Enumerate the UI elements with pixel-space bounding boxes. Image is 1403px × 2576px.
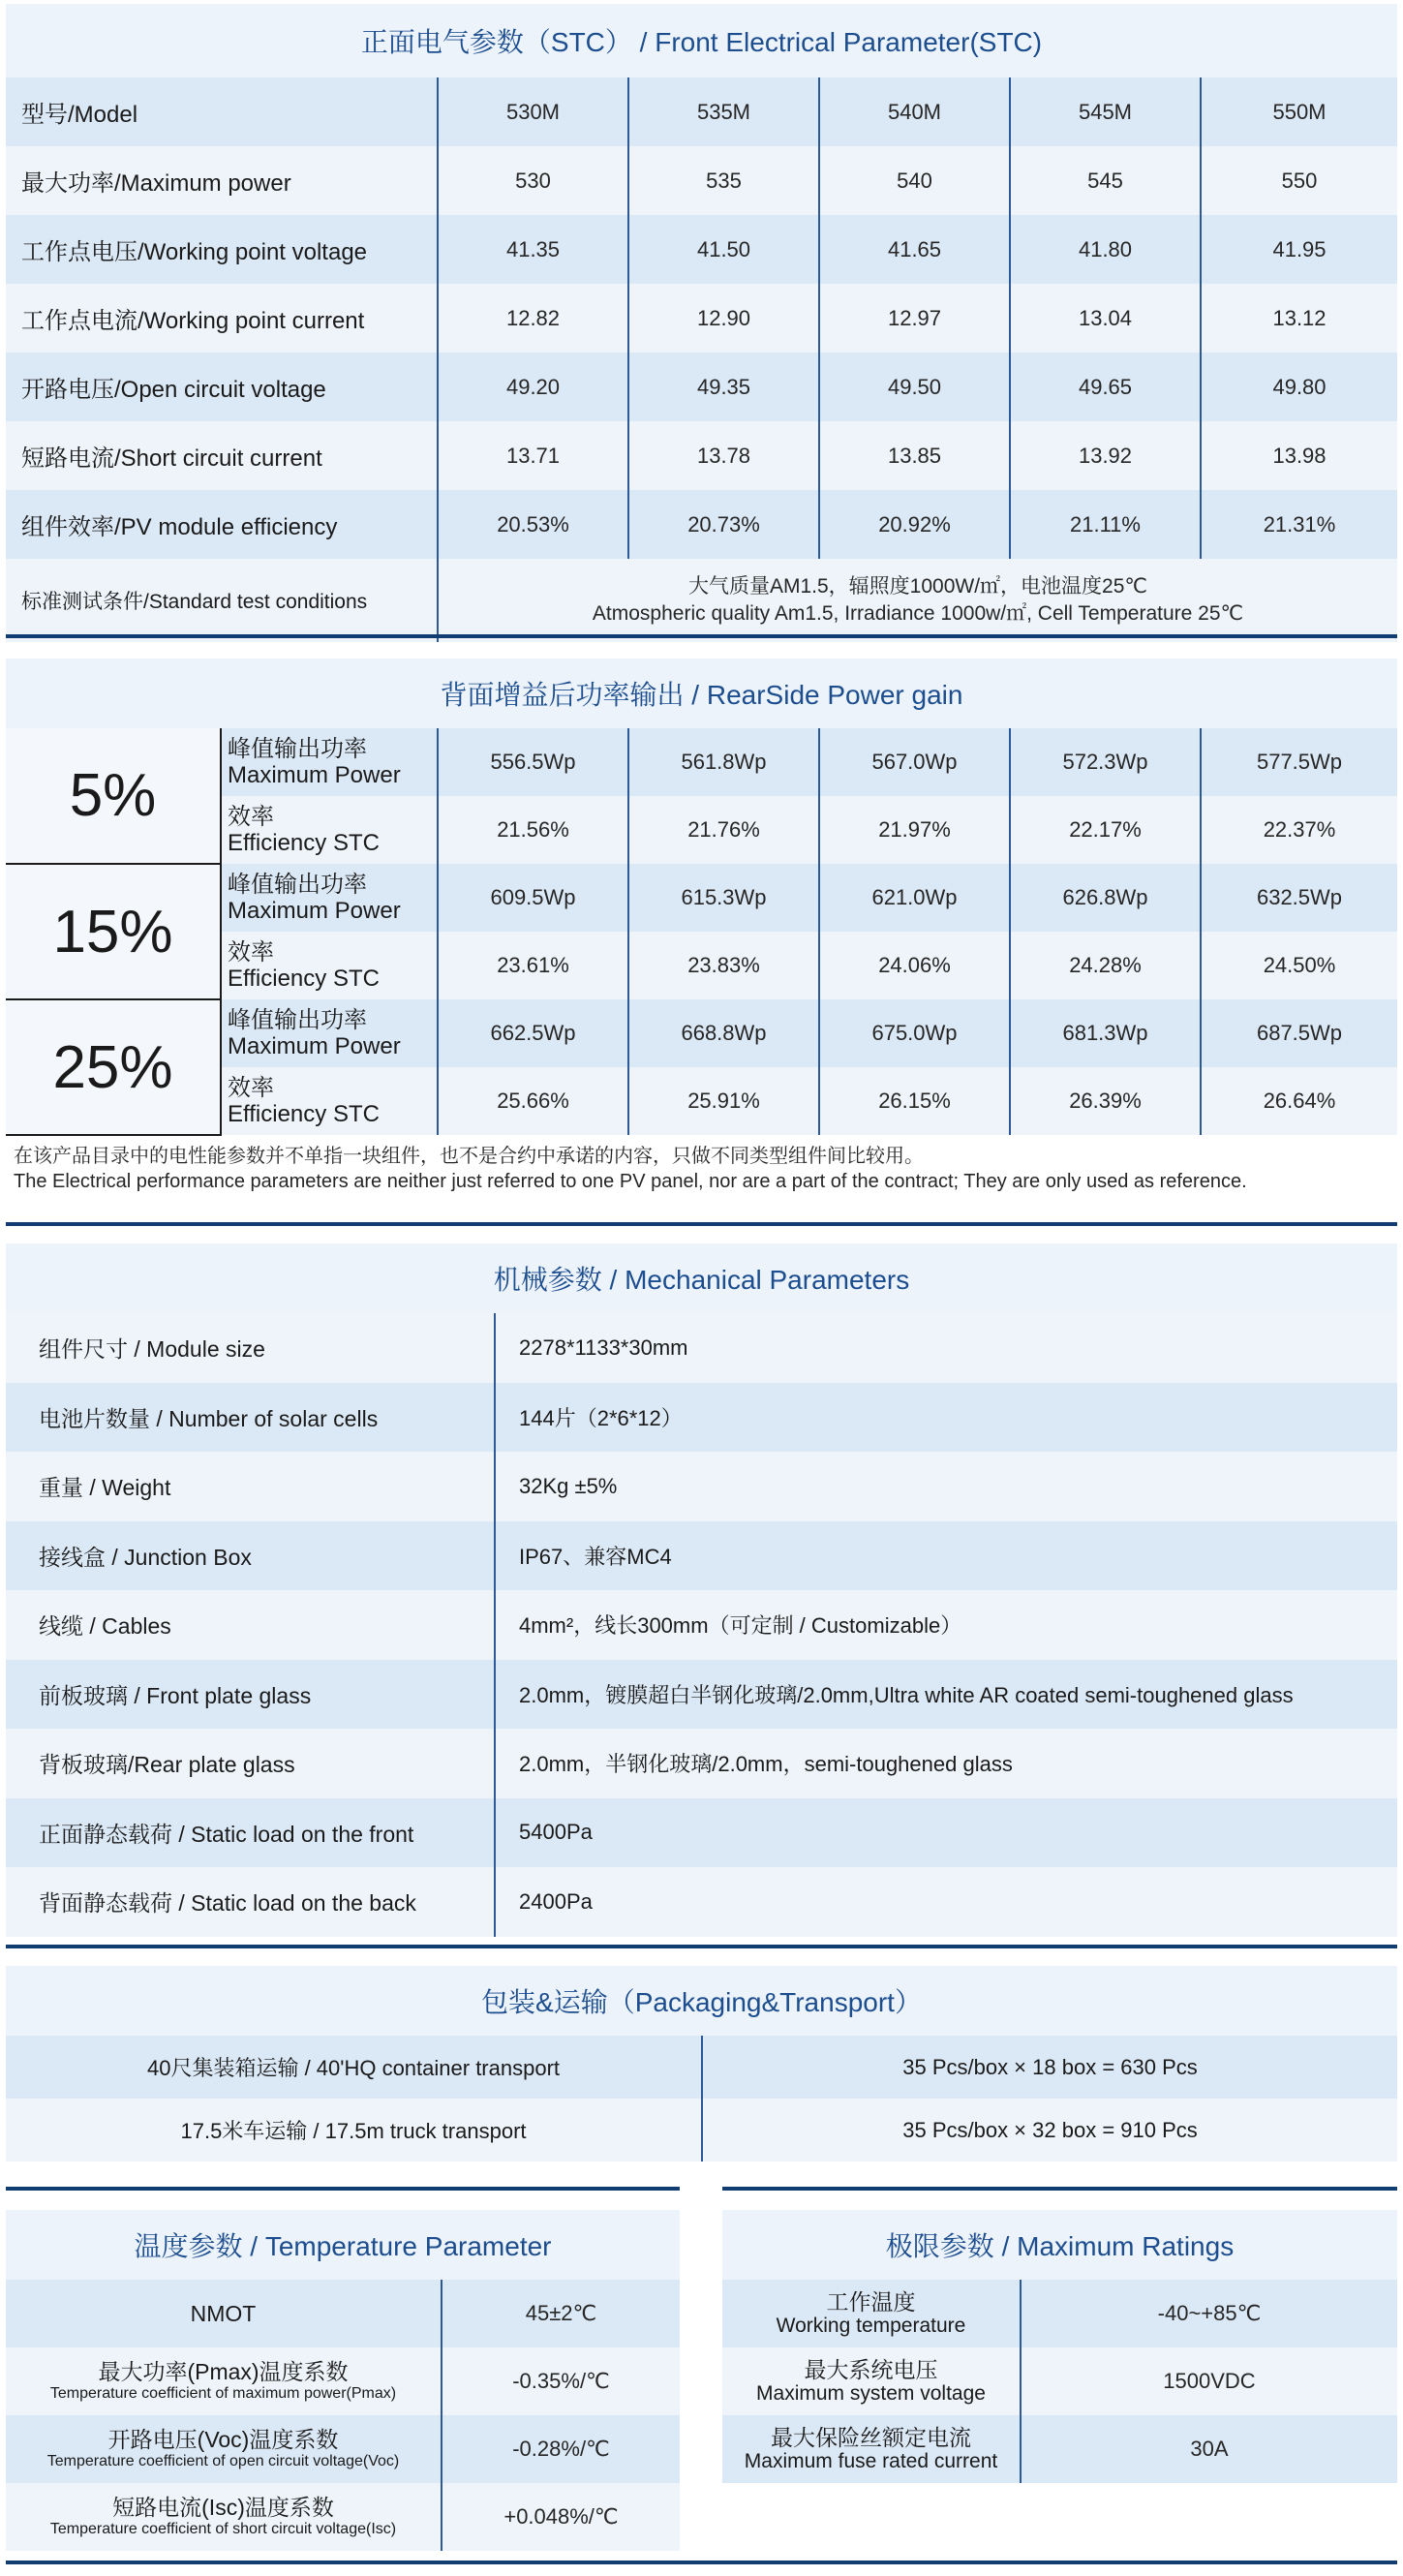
table-cell: 567.0Wp [819, 728, 1010, 796]
table-cell: 49.65 [1010, 353, 1201, 421]
row-label: 组件效率/PV module efficiency [21, 514, 338, 540]
table-cell: 12.82 [438, 284, 628, 353]
table-cell: 26.39% [1010, 1067, 1201, 1135]
packaging-section [6, 1966, 1397, 2162]
table-cell: 12.90 [628, 284, 819, 353]
ratings-section [722, 2210, 1397, 2483]
table-cell: 13.92 [1010, 421, 1201, 490]
table-cell: 22.17% [1010, 796, 1201, 864]
table-cell: 535 [628, 146, 819, 215]
table-row [6, 284, 1397, 353]
power-label [221, 728, 438, 796]
row-label [6, 2347, 442, 2415]
table-cell: 41.50 [628, 215, 819, 284]
table-cell: 41.95 [1201, 215, 1397, 284]
table-cell: 545 [1010, 146, 1201, 215]
row-label: 正面静态载荷 / Static load on the front [39, 1821, 414, 1847]
table-cell: 662.5Wp [438, 999, 628, 1067]
front-electrical-title: 正面电气参数（STC） / Front Electrical Parameter(STC) [6, 4, 1397, 77]
table-row [6, 1452, 1397, 1521]
table-cell: 535M [628, 77, 819, 146]
row-label: 背面静态载荷 / Static load on the back [39, 1890, 416, 1917]
row-label-en: Maximum fuse rated current [744, 2450, 998, 2472]
bottom-rule [6, 2561, 1397, 2564]
row-label: 最大功率/Maximum power [21, 170, 291, 197]
row-label: 短路电流/Short circuit current [21, 445, 322, 472]
efficiency-label-cn: 效率 [228, 804, 274, 830]
table-cell: 621.0Wp [819, 864, 1010, 932]
efficiency-label-en: Efficiency STC [228, 966, 380, 992]
table-cell: 41.65 [819, 215, 1010, 284]
row-value: -0.28%/℃ [442, 2415, 680, 2483]
table-cell: 675.0Wp [819, 999, 1010, 1067]
table-cell: 668.8Wp [628, 999, 819, 1067]
mechanical-section [6, 1243, 1397, 1937]
row-value: 35 Pcs/box × 32 box = 910 Pcs [702, 2099, 1397, 2162]
row-label-cn: 最大功率(Pmax)温度系数 [98, 2359, 349, 2384]
gain-percentage: 5% [6, 728, 221, 864]
table-cell: 49.35 [628, 353, 819, 421]
row-label: 线缆 / Cables [39, 1613, 171, 1640]
disclaimer-en: The Electrical performance parameters are neither just referred to one PV panel, nor are a part of the contract; They are only used as reference. [14, 1171, 1247, 1192]
table-cell: 12.97 [819, 284, 1010, 353]
table-cell: 21.76% [628, 796, 819, 864]
table-cell: 20.92% [819, 490, 1010, 559]
table-cell: 13.12 [1201, 284, 1397, 353]
table-cell: 20.53% [438, 490, 628, 559]
rear-gain-title: 背面增益后功率输出 / RearSide Power gain [6, 659, 1397, 728]
table-cell: 572.3Wp [1010, 728, 1201, 796]
temperature-top-rule [6, 2187, 680, 2191]
efficiency-label [221, 1067, 438, 1135]
efficiency-label-cn: 效率 [228, 1075, 274, 1101]
disclaimer-note [6, 1136, 1397, 1202]
table-cell: 540 [819, 146, 1010, 215]
row-value: -40~+85℃ [1021, 2280, 1397, 2347]
section-divider [6, 634, 1397, 638]
row-label: 电池片数量 / Number of solar cells [39, 1405, 379, 1431]
row-label-cn: 开路电压(Voc)温度系数 [107, 2427, 339, 2452]
table-cell: 41.35 [438, 215, 628, 284]
power-row [6, 864, 1397, 932]
rear-gain-table [6, 728, 1397, 1136]
row-value: 2400Pa [495, 1867, 1397, 1937]
efficiency-label [221, 796, 438, 864]
row-label [722, 2280, 1021, 2347]
table-row [6, 215, 1397, 284]
table-cell: 23.61% [438, 932, 628, 999]
row-label [6, 2280, 442, 2347]
table-cell: 21.31% [1201, 490, 1397, 559]
table-cell: 21.11% [1010, 490, 1201, 559]
table-row [6, 2415, 680, 2483]
table-cell: 530M [438, 77, 628, 146]
table-cell: 13.78 [628, 421, 819, 490]
table-cell: 25.91% [628, 1067, 819, 1135]
table-row [6, 1867, 1397, 1937]
row-label-cn: 工作温度 [826, 2289, 916, 2315]
table-row [6, 2036, 1397, 2099]
table-row [6, 1798, 1397, 1868]
packaging-title: 包装&运输（Packaging&Transport） [6, 1966, 1397, 2036]
mechanical-table [6, 1313, 1397, 1937]
power-label-cn: 峰值输出功率 [228, 736, 367, 762]
efficiency-label-en: Efficiency STC [228, 830, 380, 856]
disclaimer-cn: 在该产品目录中的电性能参数并不单指一块组件，也不是合约中承诺的内容，只做不同类型组件间比较用。 [14, 1146, 924, 1167]
row-label: 40尺集装箱运输 / 40'HQ container transport [146, 2056, 561, 2080]
row-label [722, 2415, 1021, 2483]
row-value: 4mm²，线长300mm（可定制 / Customizable） [495, 1590, 1397, 1660]
stc-conditions [438, 559, 1397, 642]
table-cell: 545M [1010, 77, 1201, 146]
table-row [6, 2483, 680, 2551]
power-label-cn: 峰值输出功率 [228, 1007, 367, 1033]
row-label-en: Temperature coefficient of short circuit voltage(Isc) [49, 2521, 397, 2537]
table-cell: 13.71 [438, 421, 628, 490]
row-label-cn: 短路电流(Isc)温度系数 [112, 2495, 334, 2520]
table-row [6, 490, 1397, 559]
power-label [221, 864, 438, 932]
front-electrical-section [6, 4, 1397, 642]
table-row [6, 1729, 1397, 1798]
row-label: 型号/Model [21, 102, 138, 128]
gain-percentage: 25% [6, 999, 221, 1135]
table-cell: 24.28% [1010, 932, 1201, 999]
table-cell: 550M [1201, 77, 1397, 146]
row-label: 重量 / Weight [39, 1475, 171, 1501]
table-cell: 49.50 [819, 353, 1010, 421]
row-value: 144片（2*6*12） [495, 1383, 1397, 1453]
row-value: IP67、兼容MC4 [495, 1521, 1397, 1591]
table-cell: 24.50% [1201, 932, 1397, 999]
table-cell: 609.5Wp [438, 864, 628, 932]
temperature-title: 温度参数 / Temperature Parameter [6, 2210, 680, 2280]
table-row [6, 1383, 1397, 1453]
table-cell: 13.04 [1010, 284, 1201, 353]
table-cell: 21.97% [819, 796, 1010, 864]
table-row [6, 146, 1397, 215]
ratings-table [722, 2280, 1397, 2483]
table-cell: 21.56% [438, 796, 628, 864]
power-label [221, 999, 438, 1067]
table-row [6, 1660, 1397, 1730]
row-label-en: Working temperature [776, 2315, 966, 2337]
table-cell: 13.85 [819, 421, 1010, 490]
stc-row [6, 559, 1397, 642]
packaging-table [6, 2036, 1397, 2162]
table-cell: 49.20 [438, 353, 628, 421]
temperature-table [6, 2280, 680, 2551]
stc-label: 标准测试条件/Standard test conditions [21, 591, 368, 613]
power-label-en: Maximum Power [228, 762, 401, 788]
table-cell: 13.98 [1201, 421, 1397, 490]
table-row [722, 2280, 1397, 2347]
table-cell: 681.3Wp [1010, 999, 1201, 1067]
ratings-top-rule [722, 2187, 1397, 2191]
table-cell: 41.80 [1010, 215, 1201, 284]
table-row [722, 2415, 1397, 2483]
row-label [6, 2483, 442, 2551]
row-label-cn: 最大系统电压 [804, 2357, 938, 2382]
stc-conditions-en: Atmospheric quality Am1.5, Irradiance 1000w/㎡, Cell Temperature 25℃ [592, 602, 1244, 625]
power-label-en: Maximum Power [228, 1033, 401, 1059]
row-label-en: Maximum system voltage [756, 2382, 986, 2405]
row-label-en: Temperature coefficient of open circuit voltage(Voc) [46, 2453, 400, 2469]
table-cell: 626.8Wp [1010, 864, 1201, 932]
table-cell: 49.80 [1201, 353, 1397, 421]
power-row [6, 999, 1397, 1067]
row-label: 17.5米车运输 / 17.5m truck transport [180, 2119, 527, 2143]
power-label-cn: 峰值输出功率 [228, 872, 367, 898]
row-value: 35 Pcs/box × 18 box = 630 Pcs [702, 2036, 1397, 2099]
table-cell: 530 [438, 146, 628, 215]
table-row [722, 2347, 1397, 2415]
table-row [6, 1590, 1397, 1660]
power-label-en: Maximum Power [228, 898, 401, 924]
table-row [6, 2280, 680, 2347]
table-cell: 23.83% [628, 932, 819, 999]
table-row [6, 1313, 1397, 1383]
efficiency-label-cn: 效率 [228, 939, 274, 966]
table-cell: 22.37% [1201, 796, 1397, 864]
row-label [722, 2347, 1021, 2415]
table-cell: 632.5Wp [1201, 864, 1397, 932]
section-divider [6, 1222, 1397, 1226]
table-cell: 577.5Wp [1201, 728, 1397, 796]
row-label [6, 2415, 442, 2483]
rear-gain-section [6, 659, 1397, 1202]
row-value: -0.35%/℃ [442, 2347, 680, 2415]
temperature-section [6, 2210, 680, 2551]
row-label: 组件尺寸 / Module size [39, 1336, 265, 1363]
table-cell: 615.3Wp [628, 864, 819, 932]
row-label: 前板玻璃 / Front plate glass [39, 1682, 312, 1708]
row-label: 背板玻璃/Rear plate glass [39, 1752, 295, 1778]
efficiency-label-en: Efficiency STC [228, 1101, 380, 1127]
table-cell: 550 [1201, 146, 1397, 215]
table-cell: 24.06% [819, 932, 1010, 999]
row-label-cn: 最大保险丝额定电流 [771, 2425, 971, 2450]
row-value: 45±2℃ [442, 2280, 680, 2347]
row-label: 工作点电流/Working point current [21, 308, 365, 334]
row-label: 接线盒 / Junction Box [39, 1544, 252, 1570]
row-label-cn: NMOT [190, 2301, 257, 2326]
row-value: 32Kg ±5% [495, 1452, 1397, 1521]
row-label: 开路电压/Open circuit voltage [21, 377, 326, 403]
ratings-title: 极限参数 / Maximum Ratings [722, 2210, 1397, 2280]
efficiency-label [221, 932, 438, 999]
table-row [6, 2347, 680, 2415]
table-row [6, 77, 1397, 146]
table-cell: 25.66% [438, 1067, 628, 1135]
section-divider [6, 1945, 1397, 1948]
row-value: 2.0mm，镀膜超白半钢化玻璃/2.0mm,Ultra white AR coated semi-toughened glass [495, 1660, 1397, 1730]
row-value: 2278*1133*30mm [495, 1313, 1397, 1383]
power-row [6, 728, 1397, 796]
stc-conditions-cn: 大气质量AM1.5，辐照度1000W/㎡，电池温度25℃ [687, 575, 1147, 598]
row-value: 2.0mm，半钢化玻璃/2.0mm，semi-toughened glass [495, 1729, 1397, 1798]
row-value: 30A [1021, 2415, 1397, 2483]
row-label: 工作点电压/Working point voltage [21, 239, 368, 265]
table-row [6, 1521, 1397, 1591]
table-cell: 26.64% [1201, 1067, 1397, 1135]
gain-percentage: 15% [6, 864, 221, 999]
row-value: 5400Pa [495, 1798, 1397, 1868]
row-value: +0.048%/℃ [442, 2483, 680, 2551]
front-electrical-table [6, 77, 1397, 642]
table-cell: 561.8Wp [628, 728, 819, 796]
table-cell: 556.5Wp [438, 728, 628, 796]
table-row [6, 2099, 1397, 2162]
table-row [6, 421, 1397, 490]
row-label-en: Temperature coefficient of maximum power(Pmax) [49, 2385, 397, 2402]
table-cell: 26.15% [819, 1067, 1010, 1135]
mechanical-title: 机械参数 / Mechanical Parameters [6, 1243, 1397, 1313]
row-value: 1500VDC [1021, 2347, 1397, 2415]
table-row [6, 353, 1397, 421]
table-cell: 687.5Wp [1201, 999, 1397, 1067]
table-cell: 540M [819, 77, 1010, 146]
table-cell: 20.73% [628, 490, 819, 559]
